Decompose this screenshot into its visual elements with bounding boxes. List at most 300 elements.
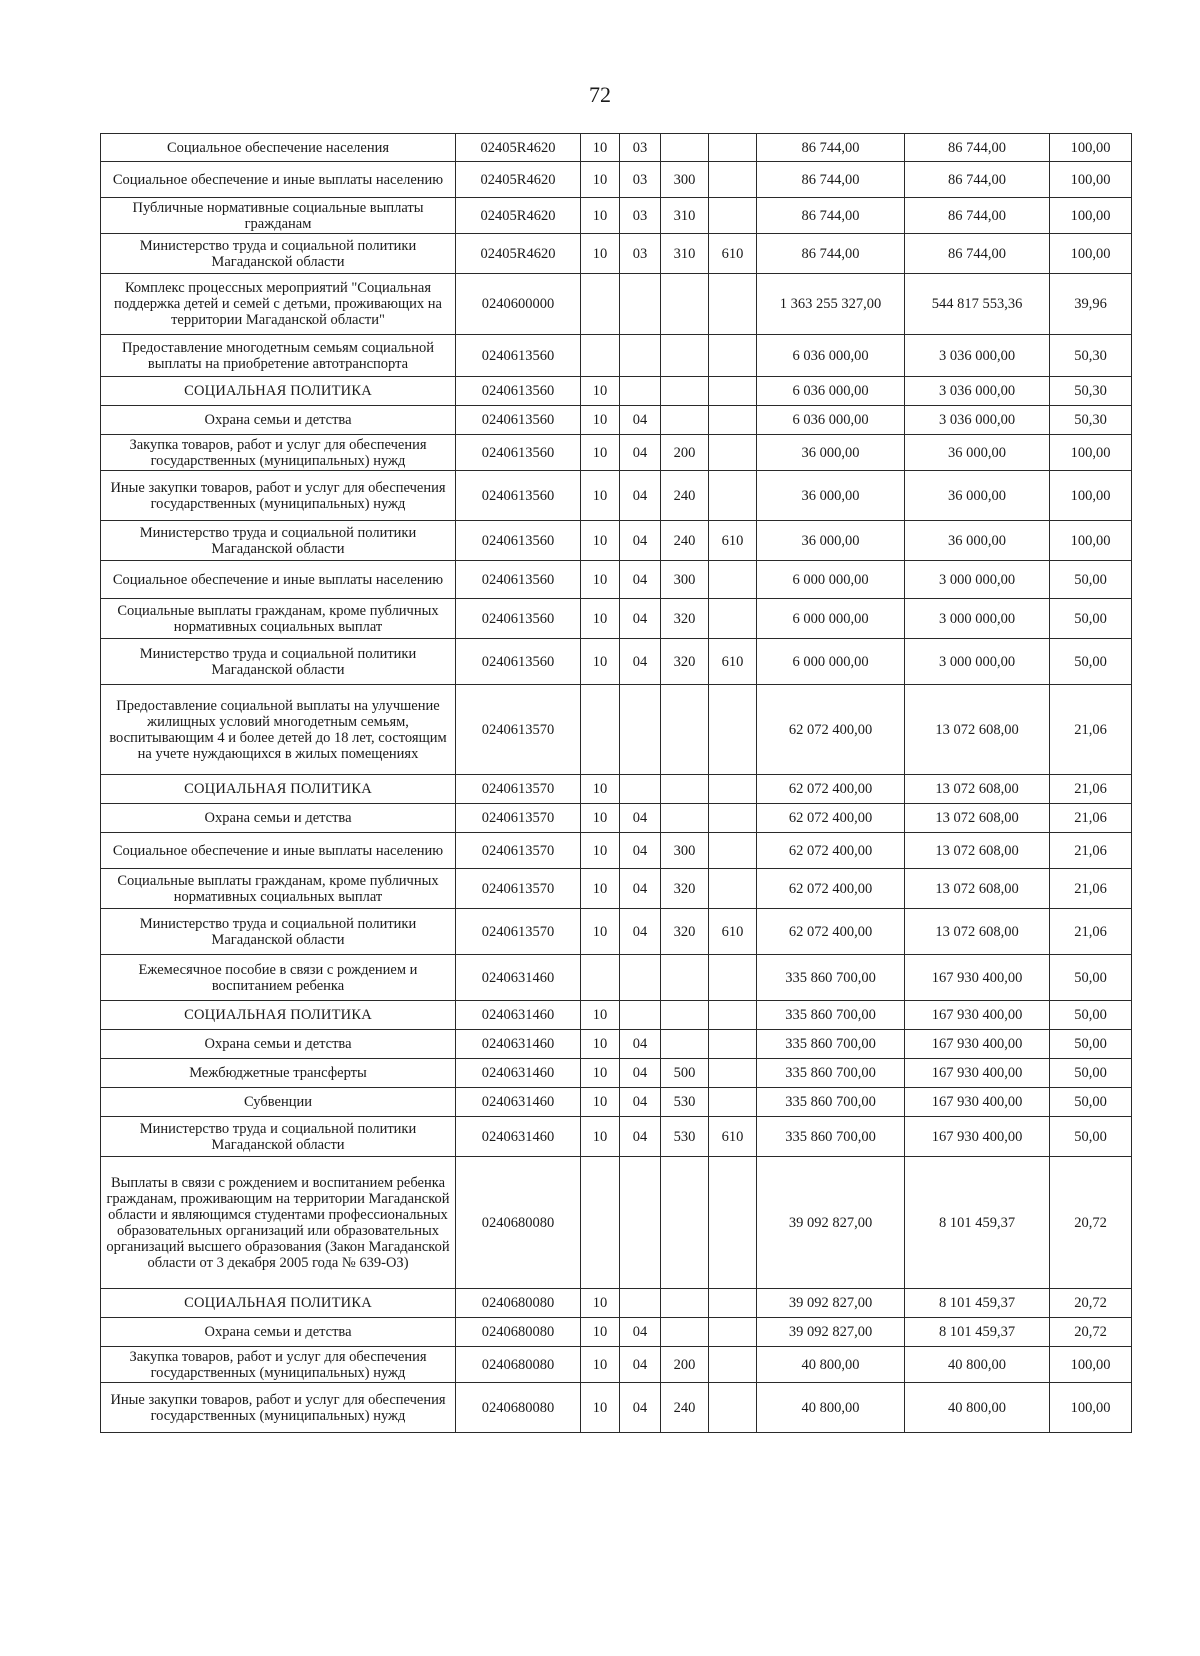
row-administrator <box>709 869 757 909</box>
row-name: Закупка товаров, работ и услуг для обеспечения государственных (муниципальных) нужд <box>101 1347 456 1383</box>
row-section: 10 <box>581 162 620 198</box>
row-expense-type: 320 <box>661 599 709 639</box>
row-execution-percent: 39,96 <box>1050 274 1132 335</box>
table-row <box>101 521 1132 561</box>
row-execution-percent: 100,00 <box>1050 435 1132 471</box>
row-subsection <box>620 274 661 335</box>
row-target-code: 0240613560 <box>456 521 581 561</box>
row-section: 10 <box>581 639 620 685</box>
row-name: СОЦИАЛЬНАЯ ПОЛИТИКА <box>101 1001 456 1030</box>
row-planned-amount: 6 036 000,00 <box>757 406 905 435</box>
row-name: Субвенции <box>101 1088 456 1117</box>
row-executed-amount: 13 072 608,00 <box>905 804 1050 833</box>
row-executed-amount: 86 744,00 <box>905 134 1050 162</box>
row-target-code: 02405R4620 <box>456 162 581 198</box>
row-section: 10 <box>581 561 620 599</box>
row-target-code: 02405R4620 <box>456 198 581 234</box>
row-section: 10 <box>581 198 620 234</box>
row-administrator <box>709 1030 757 1059</box>
row-executed-amount: 3 000 000,00 <box>905 639 1050 685</box>
row-planned-amount: 6 036 000,00 <box>757 377 905 406</box>
row-executed-amount: 40 800,00 <box>905 1383 1050 1433</box>
row-executed-amount: 544 817 553,36 <box>905 274 1050 335</box>
row-expense-type <box>661 377 709 406</box>
row-planned-amount: 62 072 400,00 <box>757 833 905 869</box>
row-expense-type: 530 <box>661 1088 709 1117</box>
row-planned-amount: 86 744,00 <box>757 198 905 234</box>
row-target-code: 0240631460 <box>456 1030 581 1059</box>
row-execution-percent: 21,06 <box>1050 804 1132 833</box>
row-planned-amount: 62 072 400,00 <box>757 869 905 909</box>
row-expense-type: 240 <box>661 521 709 561</box>
row-planned-amount: 335 860 700,00 <box>757 1059 905 1088</box>
table-row <box>101 335 1132 377</box>
row-administrator: 610 <box>709 909 757 955</box>
row-subsection: 04 <box>620 471 661 521</box>
row-expense-type: 320 <box>661 639 709 685</box>
table-row <box>101 435 1132 471</box>
row-expense-type: 530 <box>661 1117 709 1157</box>
row-subsection <box>620 1289 661 1318</box>
row-executed-amount: 86 744,00 <box>905 198 1050 234</box>
row-executed-amount: 8 101 459,37 <box>905 1289 1050 1318</box>
row-execution-percent: 50,00 <box>1050 599 1132 639</box>
row-name: Комплекс процессных мероприятий "Социальная поддержка детей и семей с детьми, проживающих на территории Магаданской области" <box>101 274 456 335</box>
row-administrator <box>709 406 757 435</box>
row-execution-percent: 50,00 <box>1050 1088 1132 1117</box>
row-target-code: 0240680080 <box>456 1318 581 1347</box>
row-execution-percent: 100,00 <box>1050 1383 1132 1433</box>
row-executed-amount: 36 000,00 <box>905 521 1050 561</box>
row-executed-amount: 167 930 400,00 <box>905 955 1050 1001</box>
row-section <box>581 685 620 775</box>
row-name: Охрана семьи и детства <box>101 1030 456 1059</box>
row-expense-type: 240 <box>661 471 709 521</box>
table-row <box>101 869 1132 909</box>
row-section: 10 <box>581 234 620 274</box>
row-subsection <box>620 685 661 775</box>
row-administrator <box>709 775 757 804</box>
row-executed-amount: 13 072 608,00 <box>905 775 1050 804</box>
page-number: 72 <box>589 82 611 107</box>
row-execution-percent: 100,00 <box>1050 1347 1132 1383</box>
row-name: Межбюджетные трансферты <box>101 1059 456 1088</box>
row-target-code: 0240613560 <box>456 377 581 406</box>
row-name: СОЦИАЛЬНАЯ ПОЛИТИКА <box>101 1289 456 1318</box>
row-execution-percent: 100,00 <box>1050 134 1132 162</box>
row-subsection: 04 <box>620 521 661 561</box>
row-administrator <box>709 471 757 521</box>
row-expense-type <box>661 804 709 833</box>
row-subsection: 04 <box>620 561 661 599</box>
row-target-code: 0240613560 <box>456 406 581 435</box>
row-executed-amount: 167 930 400,00 <box>905 1001 1050 1030</box>
row-name: Социальное обеспечение населения <box>101 134 456 162</box>
row-executed-amount: 3 000 000,00 <box>905 599 1050 639</box>
row-target-code: 0240600000 <box>456 274 581 335</box>
row-administrator <box>709 134 757 162</box>
table-row <box>101 1088 1132 1117</box>
row-planned-amount: 6 000 000,00 <box>757 599 905 639</box>
row-execution-percent: 50,30 <box>1050 335 1132 377</box>
row-executed-amount: 3 036 000,00 <box>905 377 1050 406</box>
row-name: Охрана семьи и детства <box>101 406 456 435</box>
row-subsection <box>620 955 661 1001</box>
row-subsection: 04 <box>620 869 661 909</box>
row-execution-percent: 50,00 <box>1050 1030 1132 1059</box>
row-expense-type: 310 <box>661 234 709 274</box>
row-name: Социальное обеспечение и иные выплаты населению <box>101 561 456 599</box>
row-target-code: 0240680080 <box>456 1347 581 1383</box>
row-execution-percent: 21,06 <box>1050 833 1132 869</box>
row-executed-amount: 13 072 608,00 <box>905 685 1050 775</box>
row-planned-amount: 39 092 827,00 <box>757 1289 905 1318</box>
row-section: 10 <box>581 1117 620 1157</box>
row-planned-amount: 6 036 000,00 <box>757 335 905 377</box>
row-planned-amount: 39 092 827,00 <box>757 1157 905 1289</box>
row-planned-amount: 335 860 700,00 <box>757 1030 905 1059</box>
row-subsection: 04 <box>620 1117 661 1157</box>
row-subsection: 04 <box>620 1318 661 1347</box>
row-name: Иные закупки товаров, работ и услуг для обеспечения государственных (муниципальных) нужд <box>101 1383 456 1433</box>
row-subsection <box>620 775 661 804</box>
row-administrator <box>709 335 757 377</box>
row-planned-amount: 62 072 400,00 <box>757 909 905 955</box>
table-row <box>101 274 1132 335</box>
table-row <box>101 685 1132 775</box>
row-execution-percent: 21,06 <box>1050 685 1132 775</box>
table-row <box>101 1318 1132 1347</box>
row-planned-amount: 335 860 700,00 <box>757 1001 905 1030</box>
row-target-code: 0240613570 <box>456 833 581 869</box>
row-execution-percent: 50,00 <box>1050 955 1132 1001</box>
table-row <box>101 561 1132 599</box>
table-row <box>101 1289 1132 1318</box>
row-administrator <box>709 1289 757 1318</box>
row-target-code: 0240631460 <box>456 1088 581 1117</box>
row-planned-amount: 62 072 400,00 <box>757 804 905 833</box>
row-execution-percent: 50,00 <box>1050 1059 1132 1088</box>
row-expense-type <box>661 685 709 775</box>
row-administrator <box>709 274 757 335</box>
row-planned-amount: 335 860 700,00 <box>757 1088 905 1117</box>
row-target-code: 0240613570 <box>456 804 581 833</box>
row-subsection: 04 <box>620 804 661 833</box>
row-expense-type <box>661 335 709 377</box>
row-section: 10 <box>581 775 620 804</box>
table-row <box>101 1383 1132 1433</box>
row-administrator <box>709 1347 757 1383</box>
row-section: 10 <box>581 406 620 435</box>
row-executed-amount: 167 930 400,00 <box>905 1117 1050 1157</box>
row-section: 10 <box>581 1030 620 1059</box>
row-executed-amount: 3 036 000,00 <box>905 406 1050 435</box>
row-section: 10 <box>581 869 620 909</box>
row-target-code: 0240613570 <box>456 775 581 804</box>
row-name: Социальные выплаты гражданам, кроме публичных нормативных социальных выплат <box>101 869 456 909</box>
row-target-code: 0240631460 <box>456 955 581 1001</box>
row-execution-percent: 100,00 <box>1050 198 1132 234</box>
row-administrator <box>709 198 757 234</box>
row-target-code: 0240680080 <box>456 1289 581 1318</box>
row-administrator <box>709 1383 757 1433</box>
row-administrator <box>709 377 757 406</box>
row-name: Министерство труда и социальной политики Магаданской области <box>101 234 456 274</box>
row-administrator <box>709 804 757 833</box>
table-row <box>101 909 1132 955</box>
row-planned-amount: 6 000 000,00 <box>757 561 905 599</box>
row-name: Иные закупки товаров, работ и услуг для обеспечения государственных (муниципальных) нужд <box>101 471 456 521</box>
row-administrator <box>709 1318 757 1347</box>
row-executed-amount: 13 072 608,00 <box>905 869 1050 909</box>
row-target-code: 0240613560 <box>456 639 581 685</box>
row-planned-amount: 36 000,00 <box>757 521 905 561</box>
row-executed-amount: 8 101 459,37 <box>905 1157 1050 1289</box>
row-target-code: 0240613560 <box>456 599 581 639</box>
budget-execution-table <box>100 133 1132 1433</box>
row-execution-percent: 21,06 <box>1050 775 1132 804</box>
table-row <box>101 406 1132 435</box>
row-execution-percent: 50,00 <box>1050 561 1132 599</box>
row-name: СОЦИАЛЬНАЯ ПОЛИТИКА <box>101 377 456 406</box>
row-section: 10 <box>581 521 620 561</box>
row-target-code: 0240613560 <box>456 471 581 521</box>
row-target-code: 02405R4620 <box>456 234 581 274</box>
row-target-code: 0240613570 <box>456 909 581 955</box>
row-expense-type: 500 <box>661 1059 709 1088</box>
row-execution-percent: 100,00 <box>1050 234 1132 274</box>
row-administrator <box>709 685 757 775</box>
table-row <box>101 377 1132 406</box>
row-section: 10 <box>581 1347 620 1383</box>
row-planned-amount: 335 860 700,00 <box>757 955 905 1001</box>
row-execution-percent: 20,72 <box>1050 1289 1132 1318</box>
row-subsection <box>620 1157 661 1289</box>
row-administrator: 610 <box>709 521 757 561</box>
row-expense-type: 300 <box>661 833 709 869</box>
row-execution-percent: 21,06 <box>1050 869 1132 909</box>
row-target-code: 0240613570 <box>456 869 581 909</box>
row-section: 10 <box>581 909 620 955</box>
row-expense-type <box>661 406 709 435</box>
row-expense-type: 200 <box>661 435 709 471</box>
row-section: 10 <box>581 1289 620 1318</box>
table-row <box>101 1157 1132 1289</box>
row-target-code: 0240631460 <box>456 1117 581 1157</box>
row-administrator <box>709 599 757 639</box>
row-name: Министерство труда и социальной политики Магаданской области <box>101 1117 456 1157</box>
row-section: 10 <box>581 1001 620 1030</box>
row-execution-percent: 100,00 <box>1050 521 1132 561</box>
row-execution-percent: 20,72 <box>1050 1157 1132 1289</box>
row-administrator: 610 <box>709 639 757 685</box>
row-section: 10 <box>581 134 620 162</box>
row-expense-type <box>661 1318 709 1347</box>
row-executed-amount: 86 744,00 <box>905 162 1050 198</box>
row-target-code: 0240613560 <box>456 561 581 599</box>
row-expense-type: 200 <box>661 1347 709 1383</box>
row-name: Министерство труда и социальной политики Магаданской области <box>101 909 456 955</box>
table-row <box>101 599 1132 639</box>
row-section <box>581 335 620 377</box>
row-execution-percent: 50,00 <box>1050 1117 1132 1157</box>
row-target-code: 0240631460 <box>456 1059 581 1088</box>
table-row <box>101 198 1132 234</box>
row-administrator <box>709 1157 757 1289</box>
row-planned-amount: 86 744,00 <box>757 234 905 274</box>
row-expense-type <box>661 775 709 804</box>
row-name: Охрана семьи и детства <box>101 804 456 833</box>
row-planned-amount: 39 092 827,00 <box>757 1318 905 1347</box>
row-section: 10 <box>581 1059 620 1088</box>
row-executed-amount: 3 000 000,00 <box>905 561 1050 599</box>
table-row <box>101 234 1132 274</box>
row-expense-type <box>661 134 709 162</box>
row-expense-type <box>661 1030 709 1059</box>
row-planned-amount: 40 800,00 <box>757 1347 905 1383</box>
row-subsection: 03 <box>620 198 661 234</box>
table-row <box>101 639 1132 685</box>
row-subsection: 04 <box>620 909 661 955</box>
row-subsection: 04 <box>620 1347 661 1383</box>
row-planned-amount: 36 000,00 <box>757 435 905 471</box>
row-name: Выплаты в связи с рождением и воспитанием ребенка гражданам, проживающим на территории Магаданской области и являющимся студентами профессиональных образовательных организаций или образовательных организаций высшего образования (Закон Магаданской области от 3 декабря 2005 года № 639-ОЗ) <box>101 1157 456 1289</box>
table-row <box>101 1117 1132 1157</box>
row-administrator: 610 <box>709 1117 757 1157</box>
row-execution-percent: 50,00 <box>1050 1001 1132 1030</box>
row-name: Предоставление многодетным семьям социальной выплаты на приобретение автотранспорта <box>101 335 456 377</box>
row-expense-type <box>661 1289 709 1318</box>
row-section: 10 <box>581 599 620 639</box>
row-subsection: 04 <box>620 599 661 639</box>
row-planned-amount: 335 860 700,00 <box>757 1117 905 1157</box>
row-execution-percent: 20,72 <box>1050 1318 1132 1347</box>
row-subsection: 04 <box>620 1383 661 1433</box>
row-name: Предоставление социальной выплаты на улучшение жилищных условий многодетным семьям, воспитывающим 4 и более детей до 18 лет, состоящим на учете нуждающихся в жилых помещениях <box>101 685 456 775</box>
row-name: Закупка товаров, работ и услуг для обеспечения государственных (муниципальных) нужд <box>101 435 456 471</box>
row-planned-amount: 86 744,00 <box>757 134 905 162</box>
row-expense-type: 240 <box>661 1383 709 1433</box>
row-subsection: 04 <box>620 1088 661 1117</box>
row-administrator <box>709 435 757 471</box>
row-executed-amount: 13 072 608,00 <box>905 833 1050 869</box>
row-section: 10 <box>581 1088 620 1117</box>
table-row <box>101 1001 1132 1030</box>
row-execution-percent: 21,06 <box>1050 909 1132 955</box>
row-subsection: 04 <box>620 435 661 471</box>
row-administrator: 610 <box>709 234 757 274</box>
row-administrator <box>709 561 757 599</box>
row-planned-amount: 6 000 000,00 <box>757 639 905 685</box>
row-subsection: 03 <box>620 134 661 162</box>
row-section: 10 <box>581 804 620 833</box>
table-row <box>101 955 1132 1001</box>
row-subsection <box>620 335 661 377</box>
row-target-code: 0240613570 <box>456 685 581 775</box>
row-expense-type: 300 <box>661 162 709 198</box>
row-target-code: 02405R4620 <box>456 134 581 162</box>
row-section: 10 <box>581 833 620 869</box>
row-execution-percent: 50,00 <box>1050 639 1132 685</box>
row-section: 10 <box>581 1383 620 1433</box>
row-target-code: 0240613560 <box>456 435 581 471</box>
row-executed-amount: 8 101 459,37 <box>905 1318 1050 1347</box>
row-name: Социальное обеспечение и иные выплаты населению <box>101 833 456 869</box>
row-planned-amount: 62 072 400,00 <box>757 775 905 804</box>
row-expense-type: 320 <box>661 869 709 909</box>
row-administrator <box>709 833 757 869</box>
row-execution-percent: 50,30 <box>1050 406 1132 435</box>
row-executed-amount: 167 930 400,00 <box>905 1030 1050 1059</box>
row-expense-type: 310 <box>661 198 709 234</box>
row-planned-amount: 62 072 400,00 <box>757 685 905 775</box>
row-planned-amount: 1 363 255 327,00 <box>757 274 905 335</box>
row-administrator <box>709 1001 757 1030</box>
row-administrator <box>709 1088 757 1117</box>
row-administrator <box>709 162 757 198</box>
row-planned-amount: 36 000,00 <box>757 471 905 521</box>
table-row <box>101 804 1132 833</box>
row-name: Министерство труда и социальной политики Магаданской области <box>101 639 456 685</box>
row-subsection: 03 <box>620 162 661 198</box>
row-target-code: 0240613560 <box>456 335 581 377</box>
row-subsection <box>620 377 661 406</box>
row-executed-amount: 3 036 000,00 <box>905 335 1050 377</box>
row-target-code: 0240631460 <box>456 1001 581 1030</box>
table-row <box>101 1059 1132 1088</box>
row-section <box>581 1157 620 1289</box>
row-expense-type <box>661 1001 709 1030</box>
row-executed-amount: 167 930 400,00 <box>905 1088 1050 1117</box>
row-section: 10 <box>581 377 620 406</box>
row-subsection: 04 <box>620 833 661 869</box>
row-executed-amount: 36 000,00 <box>905 471 1050 521</box>
row-subsection: 04 <box>620 1030 661 1059</box>
row-section <box>581 274 620 335</box>
row-name: Публичные нормативные социальные выплаты гражданам <box>101 198 456 234</box>
row-name: СОЦИАЛЬНАЯ ПОЛИТИКА <box>101 775 456 804</box>
table-row <box>101 1030 1132 1059</box>
row-name: Охрана семьи и детства <box>101 1318 456 1347</box>
row-expense-type <box>661 1157 709 1289</box>
row-subsection: 04 <box>620 406 661 435</box>
row-execution-percent: 50,30 <box>1050 377 1132 406</box>
row-executed-amount: 36 000,00 <box>905 435 1050 471</box>
row-target-code: 0240680080 <box>456 1157 581 1289</box>
row-section: 10 <box>581 435 620 471</box>
row-expense-type <box>661 274 709 335</box>
row-expense-type: 320 <box>661 909 709 955</box>
row-execution-percent: 100,00 <box>1050 162 1132 198</box>
table-row <box>101 162 1132 198</box>
row-executed-amount: 167 930 400,00 <box>905 1059 1050 1088</box>
table-row <box>101 471 1132 521</box>
row-section: 10 <box>581 1318 620 1347</box>
row-section: 10 <box>581 471 620 521</box>
row-subsection <box>620 1001 661 1030</box>
row-subsection: 04 <box>620 1059 661 1088</box>
row-name: Социальные выплаты гражданам, кроме публичных нормативных социальных выплат <box>101 599 456 639</box>
table-row <box>101 1347 1132 1383</box>
table-row <box>101 134 1132 162</box>
row-subsection: 03 <box>620 234 661 274</box>
row-expense-type: 300 <box>661 561 709 599</box>
row-execution-percent: 100,00 <box>1050 471 1132 521</box>
row-planned-amount: 86 744,00 <box>757 162 905 198</box>
row-executed-amount: 40 800,00 <box>905 1347 1050 1383</box>
row-executed-amount: 13 072 608,00 <box>905 909 1050 955</box>
row-section <box>581 955 620 1001</box>
